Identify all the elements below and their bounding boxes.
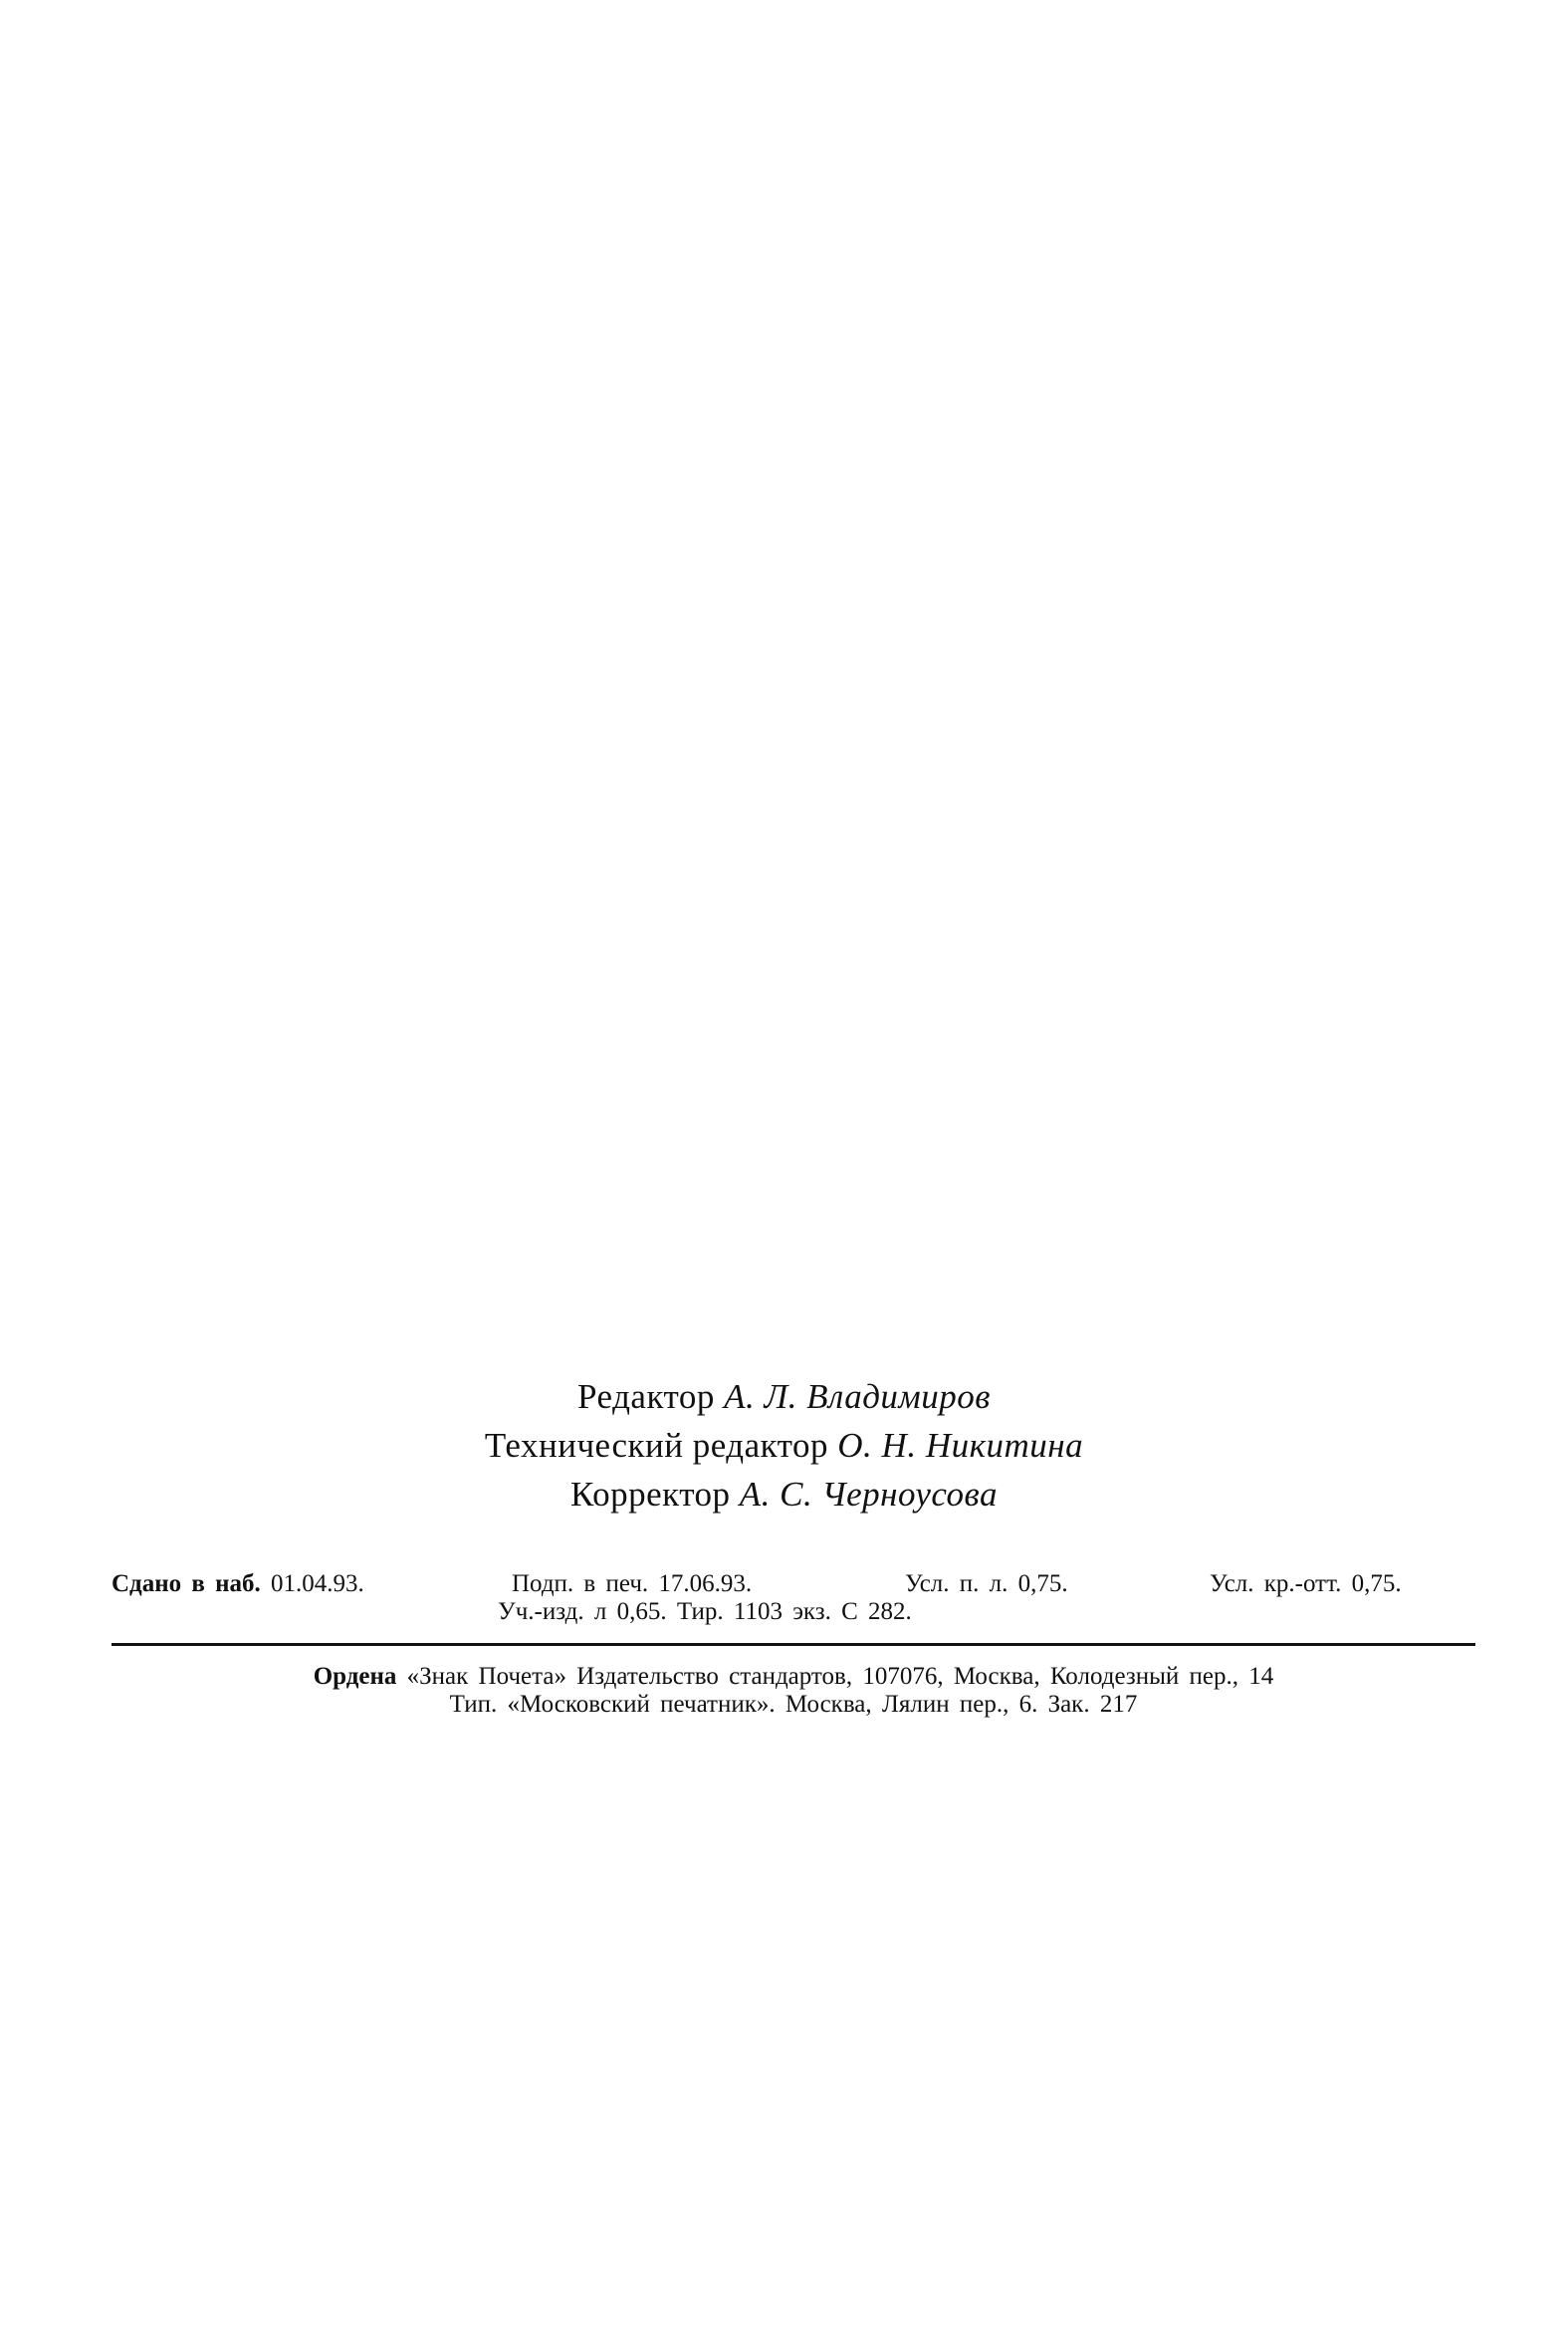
credits-block — [0, 1372, 1568, 1519]
sent-date: 01.04.93. — [271, 1570, 364, 1597]
editor-name: А. Л. Владимиров — [724, 1377, 991, 1416]
publisher-details: «Знак Почета» Издательство стандартов, 107076, Москва, Колодезный пер., 14 — [406, 1663, 1274, 1690]
editor-role: Редактор — [577, 1377, 715, 1416]
order-label: Ордена — [313, 1663, 397, 1690]
tech-editor-name: О. Н. Никитина — [837, 1426, 1084, 1465]
proofreader-line — [0, 1470, 1568, 1519]
printed-sheets: Усл. п. л. 0,75. — [905, 1570, 1068, 1597]
signed-to-print: Подп. в печ. 17.06.93. — [512, 1570, 753, 1597]
imprint-row-2: Уч.-изд. л 0,65. Тир. 1103 экз. С 282. — [498, 1598, 912, 1625]
color-prints: Усл. кр.-отт. 0,75. — [1210, 1570, 1402, 1597]
editor-line — [0, 1372, 1568, 1421]
proofreader-name: А. С. Черноусова — [739, 1475, 998, 1514]
proofreader-role: Корректор — [570, 1475, 731, 1514]
divider-rule — [112, 1643, 1475, 1646]
sent-to-typeset — [112, 1570, 364, 1598]
tech-editor-line — [0, 1421, 1568, 1470]
sent-label: Сдано в наб. — [112, 1570, 261, 1597]
publisher-line-1 — [112, 1663, 1475, 1691]
tech-editor-role: Технический редактор — [484, 1426, 829, 1465]
printing-house-line: Тип. «Московский печатник». Москва, Лялин пер., 6. Зак. 217 — [449, 1691, 1138, 1718]
